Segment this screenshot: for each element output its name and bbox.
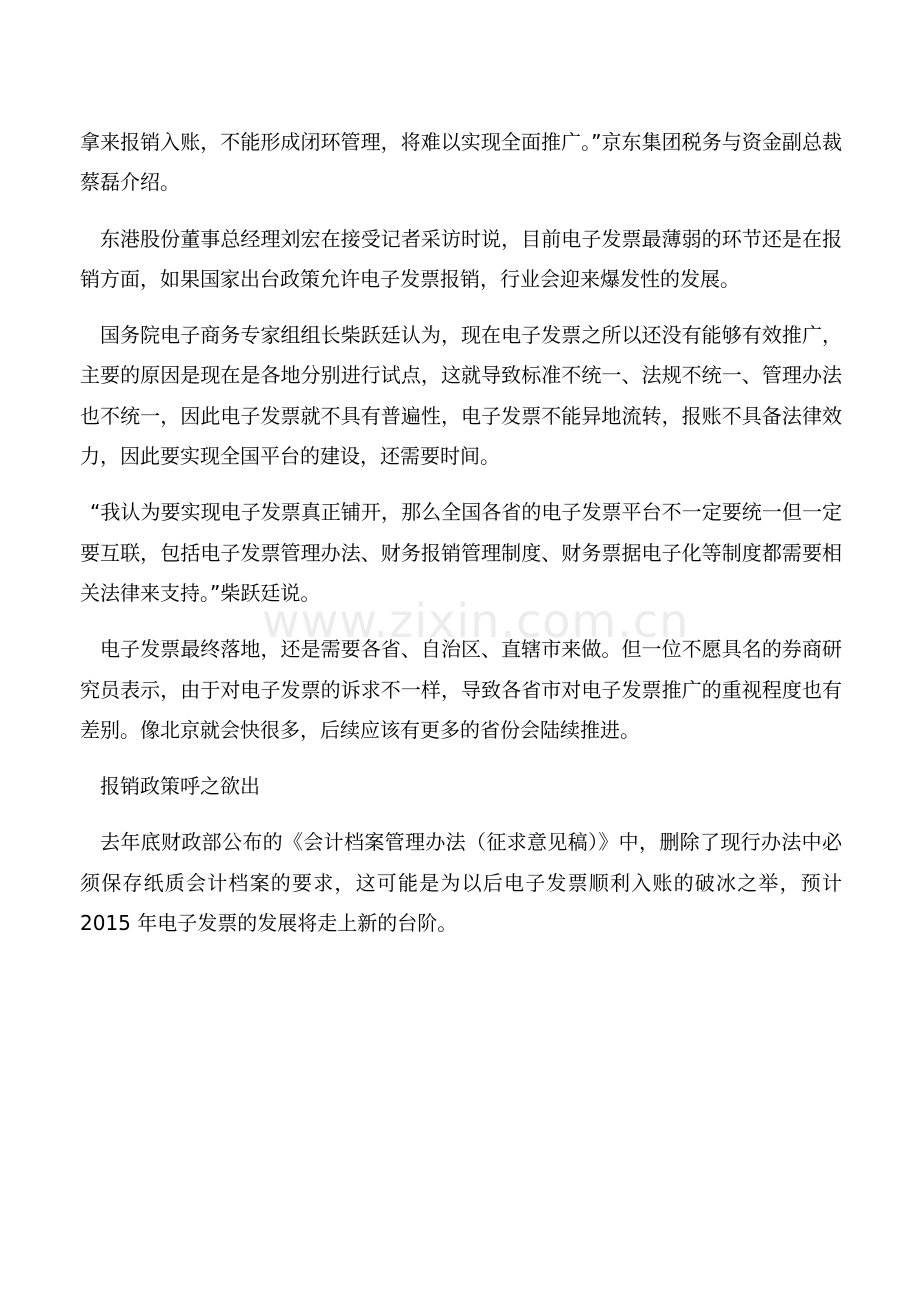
paragraph-accounting-archive: 去年底财政部公布的《会计档案管理办法（征求意见稿）》中，删除了现行办法中必须保存纸质会计档案的要求，这可能是为以后电子发票顺利入账的破冰之举，预计 2015 年电子发票的发展将走上新的台阶。	[80, 830, 842, 936]
article-body	[80, 122, 842, 959]
section-heading: 报销政策呼之欲出	[100, 774, 260, 799]
paragraph-continuation: 拿来报销入账，不能形成闭环管理，将难以实现全面推广。”京东集团税务与资金副总裁蔡磊介绍。	[80, 130, 842, 195]
paragraph-chai-yueting-quote: “我认为要实现电子发票真正铺开，那么全国各省的电子发票平台不一定要统一但一定要互联，包括电子发票管理办法、财务报销管理制度、财务票据电子化等制度都需要相关法律来支持。”柴跃廷说。	[80, 500, 842, 605]
paragraph-regional-rollout: 电子发票最终落地，还是需要各省、自治区、直辖市来做。但一位不愿具名的券商研究员表示，由于对电子发票的诉求不一样，导致各省市对电子发票推广的重视程度也有差别。像北京就会快很多，后续应该有更多的省份会陆续推进。	[80, 637, 842, 742]
watermark: www.zixin.com.cn	[262, 594, 690, 648]
paragraph-chai-yueting-view: 国务院电子商务专家组组长柴跃廷认为，现在电子发票之所以还没有能够有效推广，主要的原因是现在是各地分别进行试点，这就导致标准不统一、法规不统一、管理办法也不统一，因此电子发票就不具有普遍性，电子发票不能异地流转，报账不具备法律效力，因此要实现全国平台的建设，还需要时间。	[80, 323, 842, 469]
paragraph-liu-hong: 东港股份董事总经理刘宏在接受记者采访时说，目前电子发票最薄弱的环节还是在报销方面，如果国家出台政策允许电子发票报销，行业会迎来爆发性的发展。	[80, 226, 842, 291]
